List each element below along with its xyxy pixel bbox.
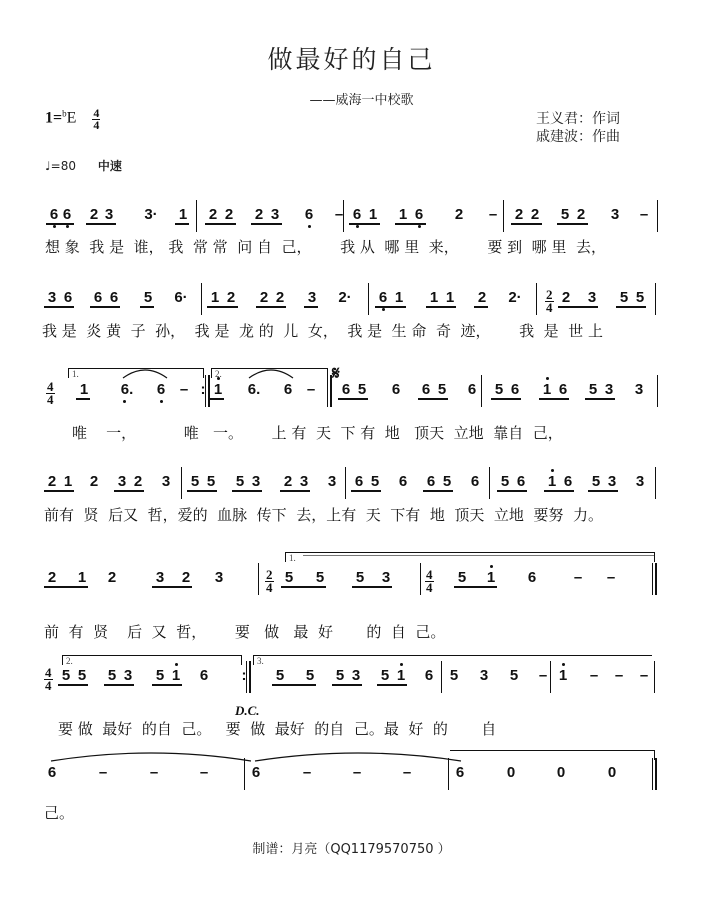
beam-underline	[280, 490, 310, 492]
note: 2	[254, 206, 264, 223]
note: –	[98, 764, 108, 781]
note: 6.	[120, 381, 134, 398]
note: :	[200, 381, 206, 398]
note: 3	[327, 473, 337, 490]
beam-underline	[395, 223, 426, 225]
note: 3	[479, 667, 489, 684]
slur-tie	[50, 749, 252, 763]
double-bar-line	[655, 563, 657, 595]
bar-line	[258, 563, 259, 595]
note: 6.	[247, 381, 261, 398]
note: 3	[610, 206, 620, 223]
note: 1	[429, 289, 439, 306]
beam-underline	[544, 490, 574, 492]
note: 5	[77, 667, 87, 684]
beam-underline	[474, 306, 488, 308]
note: 6	[283, 381, 293, 398]
note: 1	[178, 206, 188, 223]
note: 5	[588, 381, 598, 398]
note: 5	[437, 381, 447, 398]
note: –	[639, 206, 649, 223]
high-octave-dot	[400, 663, 403, 666]
note: 1	[77, 569, 87, 586]
volta-bracket-right	[203, 368, 204, 378]
bar-line	[201, 283, 202, 315]
beam-underline	[332, 684, 362, 686]
high-octave-dot	[551, 469, 554, 472]
note: 2	[514, 206, 524, 223]
double-bar-line	[655, 758, 657, 790]
volta-bracket	[285, 552, 654, 553]
beam-underline	[281, 586, 326, 588]
note: 3·	[144, 206, 158, 223]
note: 6	[424, 667, 434, 684]
volta-bracket-right	[654, 552, 655, 562]
key-note: E	[66, 109, 77, 127]
bar-line	[503, 200, 504, 232]
note: 5	[206, 473, 216, 490]
time-signature-bottom: 4	[45, 678, 52, 693]
bar-line	[345, 467, 346, 499]
note: 5	[635, 289, 645, 306]
note: –	[334, 206, 344, 223]
beam-underline	[251, 223, 282, 225]
note: –	[589, 667, 599, 684]
volta-bracket-double	[303, 555, 654, 556]
double-bar-line	[652, 563, 653, 595]
time-signature-top: 4	[93, 106, 100, 120]
beam-underline	[76, 398, 90, 400]
time-signature-change	[46, 381, 55, 406]
volta-bracket	[68, 368, 203, 369]
volta-bracket	[211, 368, 327, 369]
note: 3	[381, 569, 391, 586]
low-octave-dot	[382, 308, 385, 311]
note: 6	[93, 289, 103, 306]
note: 6	[378, 289, 388, 306]
low-octave-dot	[160, 400, 163, 403]
note: 5	[380, 667, 390, 684]
note: 6	[251, 764, 261, 781]
note: 2	[89, 473, 99, 490]
note: 5	[591, 473, 601, 490]
note: 5	[355, 569, 365, 586]
beam-underline	[616, 306, 646, 308]
high-octave-dot	[490, 565, 493, 568]
bar-line	[343, 200, 344, 232]
note: –	[302, 764, 312, 781]
note: 1	[63, 473, 73, 490]
note: 5	[357, 381, 367, 398]
double-bar-line	[205, 375, 206, 407]
volta-bracket	[62, 655, 241, 656]
volta-bracket-left	[211, 368, 212, 378]
beam-underline	[114, 490, 144, 492]
note: 2	[226, 289, 236, 306]
note: 1	[558, 667, 568, 684]
beam-underline	[205, 223, 236, 225]
volta-bracket-right	[327, 368, 328, 378]
time-signature-top: 2	[546, 287, 553, 302]
high-octave-dot	[546, 377, 549, 380]
bar-line	[655, 283, 656, 315]
tempo-value: ♩=80	[45, 159, 76, 173]
note: 6	[398, 473, 408, 490]
note: 5	[284, 569, 294, 586]
beam-underline	[418, 398, 448, 400]
bar-line	[420, 563, 421, 595]
note: 2	[107, 569, 117, 586]
note: 2	[477, 289, 487, 306]
note: 2	[275, 289, 285, 306]
note: 3	[123, 667, 133, 684]
note: –	[149, 764, 159, 781]
beam-underline	[207, 306, 238, 308]
time-signature-top: 2	[266, 567, 273, 582]
flat-sign: b	[62, 108, 67, 119]
beam-underline	[351, 490, 381, 492]
note: 6	[341, 381, 351, 398]
time-signature-bottom: 4	[546, 300, 553, 315]
low-octave-dot	[53, 225, 56, 228]
beam-underline	[558, 306, 598, 308]
tempo-speed: 中速	[97, 159, 122, 173]
lyrics-line: 己。	[44, 804, 75, 822]
note: 3	[155, 569, 165, 586]
double-bar-line	[246, 661, 247, 693]
note: 2	[208, 206, 218, 223]
note: 5	[143, 289, 153, 306]
time-signature-bottom: 4	[47, 392, 54, 407]
note: 1	[394, 289, 404, 306]
note: 6	[199, 667, 209, 684]
note: 5	[190, 473, 200, 490]
note: 6	[63, 289, 73, 306]
beam-underline	[491, 398, 521, 400]
note: 2	[181, 569, 191, 586]
note: –	[573, 569, 583, 586]
beam-underline	[44, 586, 88, 588]
note: 5	[449, 667, 459, 684]
note: 2	[561, 289, 571, 306]
footer-credit: 制谱：月亮（QQ1179570750 ）	[252, 842, 451, 857]
time-signature-bottom: 4	[93, 118, 100, 132]
beam-underline	[152, 586, 192, 588]
note: 1	[79, 381, 89, 398]
note: 2	[224, 206, 234, 223]
note: 1	[213, 381, 223, 398]
lyrics-line: 要 做 最好 的自 己。 要 做 最好 的自 己。最 好 的 自	[58, 720, 497, 738]
note: 6	[426, 473, 436, 490]
lyrics-line: 前有 贤 后又 哲，爱的 血脉 传下 去，上有 天 下有 地 顶天 立地 要努 力。	[44, 506, 603, 524]
key-signature	[45, 108, 100, 130]
note: 2	[133, 473, 143, 490]
bar-line	[550, 661, 551, 693]
note: 1	[542, 381, 552, 398]
beam-underline	[90, 306, 120, 308]
segno-icon: 𝄋	[332, 363, 340, 384]
note: :	[241, 667, 247, 684]
beam-underline	[454, 586, 497, 588]
lyricist: 王义君：作词	[536, 111, 620, 127]
beam-underline	[557, 223, 588, 225]
low-octave-dot	[418, 225, 421, 228]
note: 3	[251, 473, 261, 490]
note: 5	[457, 569, 467, 586]
beam-underline	[256, 306, 286, 308]
note: 3	[351, 667, 361, 684]
volta-bracket-left	[285, 552, 286, 562]
beam-underline	[375, 306, 406, 308]
note: 5	[235, 473, 245, 490]
note: 6	[49, 206, 59, 223]
beam-underline	[272, 684, 316, 686]
note: 3	[214, 569, 224, 586]
note: 6	[510, 381, 520, 398]
time-signature-bottom: 4	[426, 580, 433, 595]
note: 1	[486, 569, 496, 586]
note: 5	[509, 667, 519, 684]
low-octave-dot	[66, 225, 69, 228]
beam-underline	[140, 306, 154, 308]
time-signature-change	[44, 667, 53, 692]
note: 3	[47, 289, 57, 306]
bar-line	[441, 661, 442, 693]
note: 0	[506, 764, 516, 781]
note: 6	[391, 381, 401, 398]
note: 6·	[174, 289, 188, 306]
note: 3	[307, 289, 317, 306]
note: 2	[283, 473, 293, 490]
note: –	[538, 667, 548, 684]
beam-underline	[511, 223, 542, 225]
beam-underline	[210, 398, 224, 400]
bar-line	[181, 467, 182, 499]
note: 6	[109, 289, 119, 306]
note: 1	[547, 473, 557, 490]
low-octave-dot	[308, 225, 311, 228]
note: 5	[315, 569, 325, 586]
high-octave-dot	[562, 663, 565, 666]
note: 1	[398, 206, 408, 223]
beam-underline	[585, 398, 615, 400]
note: 3	[299, 473, 309, 490]
note: 2	[576, 206, 586, 223]
note: –	[488, 206, 498, 223]
volta-label: 1.	[72, 369, 79, 379]
note: –	[352, 764, 362, 781]
note: 5	[275, 667, 285, 684]
bar-line	[489, 467, 490, 499]
time-signature-bottom: 4	[266, 580, 273, 595]
note: 3	[604, 381, 614, 398]
note: 0	[607, 764, 617, 781]
beam-underline	[152, 684, 182, 686]
note: 6	[62, 206, 72, 223]
note: 6	[563, 473, 573, 490]
note: 2·	[508, 289, 522, 306]
lyrics-line: 前 有 贤 后 又 哲， 要 做 最 好 的 自 己。	[44, 623, 446, 641]
low-octave-dot	[123, 400, 126, 403]
note: 6	[354, 473, 364, 490]
note: 3	[607, 473, 617, 490]
note: 1	[210, 289, 220, 306]
low-octave-dot	[356, 225, 359, 228]
dal-capo-marking: D.C.	[235, 703, 260, 718]
note: 1	[445, 289, 455, 306]
note: 2·	[338, 289, 352, 306]
note: 6	[156, 381, 166, 398]
note: 3	[270, 206, 280, 223]
beam-underline	[44, 306, 74, 308]
note: 2	[89, 206, 99, 223]
note: –	[199, 764, 209, 781]
note: 3	[161, 473, 171, 490]
note: 2	[47, 473, 57, 490]
note: 5	[155, 667, 165, 684]
lyrics-line: 想 象 我 是 谁， 我 常 常 问 自 己， 我 从 哪 里 来， 要 到 哪 里 去，	[45, 238, 606, 256]
volta-bracket-left	[62, 655, 63, 665]
bar-line	[654, 661, 655, 693]
note: 5	[500, 473, 510, 490]
note: 1	[171, 667, 181, 684]
time-signature-top: 4	[45, 665, 52, 680]
volta-label: 3.	[257, 656, 264, 666]
note: 5	[494, 381, 504, 398]
volta-bracket-right	[654, 750, 655, 760]
volta-bracket-left	[253, 655, 254, 665]
beam-underline	[497, 490, 527, 492]
double-bar-line	[249, 661, 251, 693]
note: 5	[305, 667, 315, 684]
key-prefix: 1=	[45, 109, 63, 127]
bar-line	[536, 283, 537, 315]
note: –	[306, 381, 316, 398]
note: 6	[527, 569, 537, 586]
beam-underline	[377, 684, 407, 686]
lyrics-line: 我 是 炎 黄 子 孙， 我 是 龙 的 儿 女， 我 是 生 命 奇 迹， 我 是 世 上	[42, 322, 603, 340]
beam-underline	[349, 223, 380, 225]
note: 3	[634, 381, 644, 398]
volta-label: 2.	[66, 656, 73, 666]
note: 6	[467, 381, 477, 398]
bar-line	[368, 283, 369, 315]
note: 5	[619, 289, 629, 306]
bar-line	[196, 200, 197, 232]
time-signature-change	[265, 569, 274, 594]
beam-underline	[588, 490, 618, 492]
note: 6	[455, 764, 465, 781]
beam-underline	[104, 684, 134, 686]
note: 5	[107, 667, 117, 684]
note: 6	[558, 381, 568, 398]
note: 5	[442, 473, 452, 490]
volta-bracket-right	[241, 655, 242, 665]
song-title: 做最好的自己	[267, 45, 436, 74]
note: 2	[47, 569, 57, 586]
note: 1	[396, 667, 406, 684]
beam-underline	[187, 490, 217, 492]
note: 3	[104, 206, 114, 223]
note: –	[614, 667, 624, 684]
note: 5	[560, 206, 570, 223]
note: 2	[530, 206, 540, 223]
time-signature-change	[425, 569, 434, 594]
tempo-marking	[45, 157, 122, 174]
time-signature-change	[545, 289, 554, 314]
note: 6	[304, 206, 314, 223]
note: 6	[516, 473, 526, 490]
double-bar-line	[208, 375, 210, 407]
beam-underline	[46, 223, 74, 225]
high-octave-dot	[175, 663, 178, 666]
note: –	[402, 764, 412, 781]
volta-label: 2.	[215, 369, 222, 379]
volta-label: 1.	[289, 553, 296, 563]
composer: 戚建波：作曲	[536, 129, 620, 145]
lyrics-line: 唯 一， 唯 一。 上 有 天 下 有 地 顶天 立地 靠自 己，	[72, 424, 563, 442]
time-signature	[92, 108, 100, 130]
bar-line	[655, 467, 656, 499]
note: 6	[414, 206, 424, 223]
note: –	[639, 667, 649, 684]
beam-underline	[86, 223, 116, 225]
note: –	[179, 381, 189, 398]
double-bar-line	[652, 758, 653, 790]
note: 6	[470, 473, 480, 490]
note: 2	[454, 206, 464, 223]
beam-underline	[539, 398, 569, 400]
note: 1	[368, 206, 378, 223]
beam-underline	[232, 490, 262, 492]
beam-underline	[175, 223, 189, 225]
time-signature-top: 4	[47, 379, 54, 394]
time-signature-top: 4	[426, 567, 433, 582]
volta-bracket	[450, 750, 654, 751]
note: 3	[117, 473, 127, 490]
beam-underline	[58, 684, 88, 686]
note: 5	[370, 473, 380, 490]
credits	[536, 110, 620, 146]
note: 0	[556, 764, 566, 781]
note: 5	[61, 667, 71, 684]
beam-underline	[44, 490, 74, 492]
beam-underline	[338, 398, 368, 400]
slur-tie	[254, 749, 462, 763]
bar-line	[481, 375, 482, 407]
note: 6	[421, 381, 431, 398]
note: 5	[335, 667, 345, 684]
volta-bracket	[253, 655, 652, 656]
volta-bracket-left	[68, 368, 69, 378]
bar-line	[657, 200, 658, 232]
beam-underline	[423, 490, 453, 492]
double-bar-line	[327, 375, 328, 407]
beam-underline	[426, 306, 456, 308]
note: 3	[587, 289, 597, 306]
note: 3	[635, 473, 645, 490]
note: 6	[352, 206, 362, 223]
beam-underline	[304, 306, 318, 308]
bar-line	[657, 375, 658, 407]
song-subtitle: ——威海一中校歌	[309, 93, 414, 108]
note: 2	[259, 289, 269, 306]
beam-underline	[352, 586, 392, 588]
note: 6	[47, 764, 57, 781]
note: –	[606, 569, 616, 586]
